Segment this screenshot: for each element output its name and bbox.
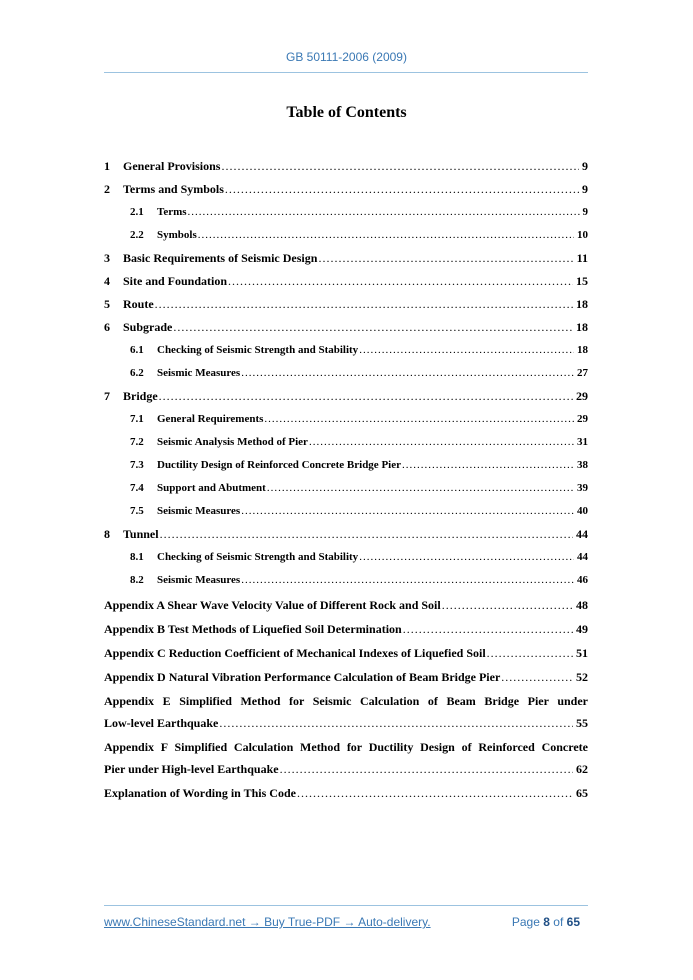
toc-label: Seismic Measures [157, 505, 241, 517]
toc-number: 6.1 [130, 344, 144, 356]
toc-number: 6.2 [130, 367, 144, 379]
toc-label: Bridge [123, 389, 158, 403]
toc-entry-6-1[interactable] [104, 339, 588, 362]
toc-explanation[interactable] [104, 782, 588, 804]
toc-appendix-b[interactable] [104, 618, 588, 640]
toc-appendix-a[interactable] [104, 594, 588, 616]
toc-page: 11 [576, 251, 588, 265]
toc-page: 49 [576, 622, 588, 636]
toc-label: Explanation of Wording in This Code [104, 786, 296, 800]
dot-leader [241, 569, 574, 592]
page-title: Table of Contents [286, 104, 407, 121]
toc-page: 44 [576, 527, 588, 541]
toc-number: 6 [104, 320, 110, 334]
toc-label: Seismic Measures [157, 574, 241, 586]
toc-label-continued: Low-level Earthquake [104, 716, 219, 730]
document-id-header: GB 50111-2006 (2009) [286, 50, 407, 64]
toc-entry-8-1[interactable] [104, 546, 588, 569]
toc-page: 40 [577, 505, 588, 517]
toc-entry-1[interactable] [104, 155, 588, 178]
footer-divider [104, 905, 588, 906]
toc-page: 38 [577, 459, 588, 471]
dot-leader [487, 642, 573, 664]
toc-page: 9 [582, 159, 588, 173]
toc-entry-2-2[interactable] [104, 224, 588, 247]
toc-page: 46 [577, 574, 588, 586]
toc-number: 7.3 [130, 459, 144, 471]
toc-label: Appendix C Reduction Coefficient of Mechanical Indexes of Liquefied Soil [104, 646, 486, 660]
page-prefix: Page [511, 915, 540, 929]
toc-appendix-e-line1[interactable] [104, 690, 588, 712]
toc-entry-2-1[interactable] [104, 201, 588, 224]
dot-leader [359, 339, 574, 362]
dot-leader [160, 523, 573, 546]
toc-page: 31 [577, 436, 588, 448]
toc-page: 18 [576, 297, 588, 311]
toc-entry-8-2[interactable] [104, 569, 588, 592]
toc-label: Seismic Analysis Method of Pier [157, 436, 308, 448]
toc-label: Route [123, 297, 154, 311]
dot-leader [219, 712, 573, 734]
dot-leader [221, 155, 579, 178]
page-footer [104, 915, 588, 929]
dot-leader [359, 546, 574, 569]
page-current: 8 [543, 915, 550, 929]
dot-leader [188, 201, 580, 224]
toc-page: 48 [576, 598, 588, 612]
toc-number: 2.2 [130, 229, 144, 241]
toc-number: 7 [104, 389, 110, 403]
toc-label: Seismic Measures [157, 367, 241, 379]
toc-number: 4 [104, 274, 110, 288]
toc-label: Terms [157, 206, 187, 218]
store-link[interactable]: www.ChineseStandard.net → Buy True-PDF → Auto-delivery. [104, 915, 431, 929]
toc-appendix-f-line1[interactable] [104, 736, 588, 758]
toc-entry-6-2[interactable] [104, 362, 588, 385]
toc-label: Site and Foundation [123, 274, 228, 288]
toc-entry-8[interactable] [104, 523, 588, 546]
toc-label: Appendix A Shear Wave Velocity Value of Different Rock and Soil [104, 598, 441, 612]
toc-number: 2 [104, 182, 110, 196]
dot-leader [297, 782, 573, 804]
toc-page: 18 [577, 344, 588, 356]
toc-number: 8.2 [130, 574, 144, 586]
toc-number: 3 [104, 251, 110, 265]
toc-entry-4[interactable] [104, 270, 588, 293]
dot-leader [267, 477, 574, 500]
toc-page: 10 [577, 229, 588, 241]
toc-page: 39 [577, 482, 588, 494]
dot-leader [402, 454, 574, 477]
toc-page: 29 [577, 413, 588, 425]
toc-label: Terms and Symbols [123, 182, 224, 196]
toc-label: Appendix D Natural Vibration Performance Calculation of Beam Bridge Pier [104, 670, 501, 684]
toc-page: 15 [576, 274, 588, 288]
toc-label: General Requirements [157, 413, 264, 425]
toc-entry-7-5[interactable] [104, 500, 588, 523]
dot-leader [403, 618, 573, 640]
toc-page: 9 [582, 206, 588, 218]
table-of-contents [104, 155, 588, 804]
toc-number: 5 [104, 297, 110, 311]
toc-page: 55 [576, 716, 588, 730]
dot-leader [501, 666, 573, 688]
toc-entry-5[interactable] [104, 293, 588, 316]
toc-number: 7.5 [130, 505, 144, 517]
toc-label: Checking of Seismic Strength and Stability [157, 344, 359, 356]
toc-label: Appendix F Simplified Calculation Method for Ductility Design of Reinforced Concrete [104, 740, 588, 754]
toc-label: Ductility Design of Reinforced Concrete Bridge Pier [157, 459, 401, 471]
page-indicator [512, 915, 580, 929]
toc-appendix-e-line2[interactable] [104, 712, 588, 734]
toc-page: 44 [577, 551, 588, 563]
toc-label: Support and Abutment [157, 482, 266, 494]
toc-label: General Provisions [123, 159, 221, 173]
toc-entry-3[interactable] [104, 247, 588, 270]
toc-entry-7-3[interactable] [104, 454, 588, 477]
toc-number: 1 [104, 159, 110, 173]
toc-appendix-f-line2[interactable] [104, 758, 588, 780]
toc-number: 7.4 [130, 482, 144, 494]
header-divider [104, 72, 588, 73]
toc-entry-7-4[interactable] [104, 477, 588, 500]
toc-page: 65 [576, 786, 588, 800]
toc-page: 27 [577, 367, 588, 379]
toc-label: Subgrade [123, 320, 173, 334]
dot-leader [241, 362, 574, 385]
dot-leader [228, 270, 573, 293]
toc-entry-7[interactable] [104, 385, 588, 408]
dot-leader [198, 224, 574, 247]
toc-label: Appendix E Simplified Method for Seismic Calculation of Beam Bridge Pier under [104, 694, 588, 708]
toc-page: 51 [576, 646, 588, 660]
toc-number: 8 [104, 527, 110, 541]
toc-entry-2[interactable] [104, 178, 588, 201]
toc-number: 8.1 [130, 551, 144, 563]
toc-number: 2.1 [130, 206, 144, 218]
toc-entry-6[interactable] [104, 316, 588, 339]
toc-label: Appendix B Test Methods of Liquefied Soil Determination [104, 622, 402, 636]
dot-leader [241, 500, 574, 523]
dot-leader [155, 293, 573, 316]
toc-number: 7.1 [130, 413, 144, 425]
dot-leader [264, 408, 574, 431]
dot-leader [309, 431, 574, 454]
toc-appendix-d[interactable] [104, 666, 588, 688]
toc-label: Symbols [157, 229, 197, 241]
toc-label: Tunnel [123, 527, 159, 541]
toc-page: 29 [576, 389, 588, 403]
dot-leader [159, 385, 573, 408]
toc-number: 7.2 [130, 436, 144, 448]
toc-page: 9 [582, 182, 588, 196]
toc-page: 52 [576, 670, 588, 684]
toc-label-continued: Pier under High-level Earthquake [104, 762, 279, 776]
page-total: 65 [566, 915, 580, 929]
dot-leader [442, 594, 573, 616]
dot-leader [318, 247, 573, 270]
toc-page: 18 [576, 320, 588, 334]
toc-page: 62 [576, 762, 588, 776]
dot-leader [225, 178, 579, 201]
page-of: of [553, 915, 564, 929]
toc-label: Checking of Seismic Strength and Stability [157, 551, 359, 563]
toc-label: Basic Requirements of Seismic Design [123, 251, 318, 265]
toc-entry-7-1[interactable] [104, 408, 588, 431]
toc-entry-7-2[interactable] [104, 431, 588, 454]
toc-appendix-c[interactable] [104, 642, 588, 664]
dot-leader [173, 316, 573, 339]
dot-leader [280, 758, 573, 780]
